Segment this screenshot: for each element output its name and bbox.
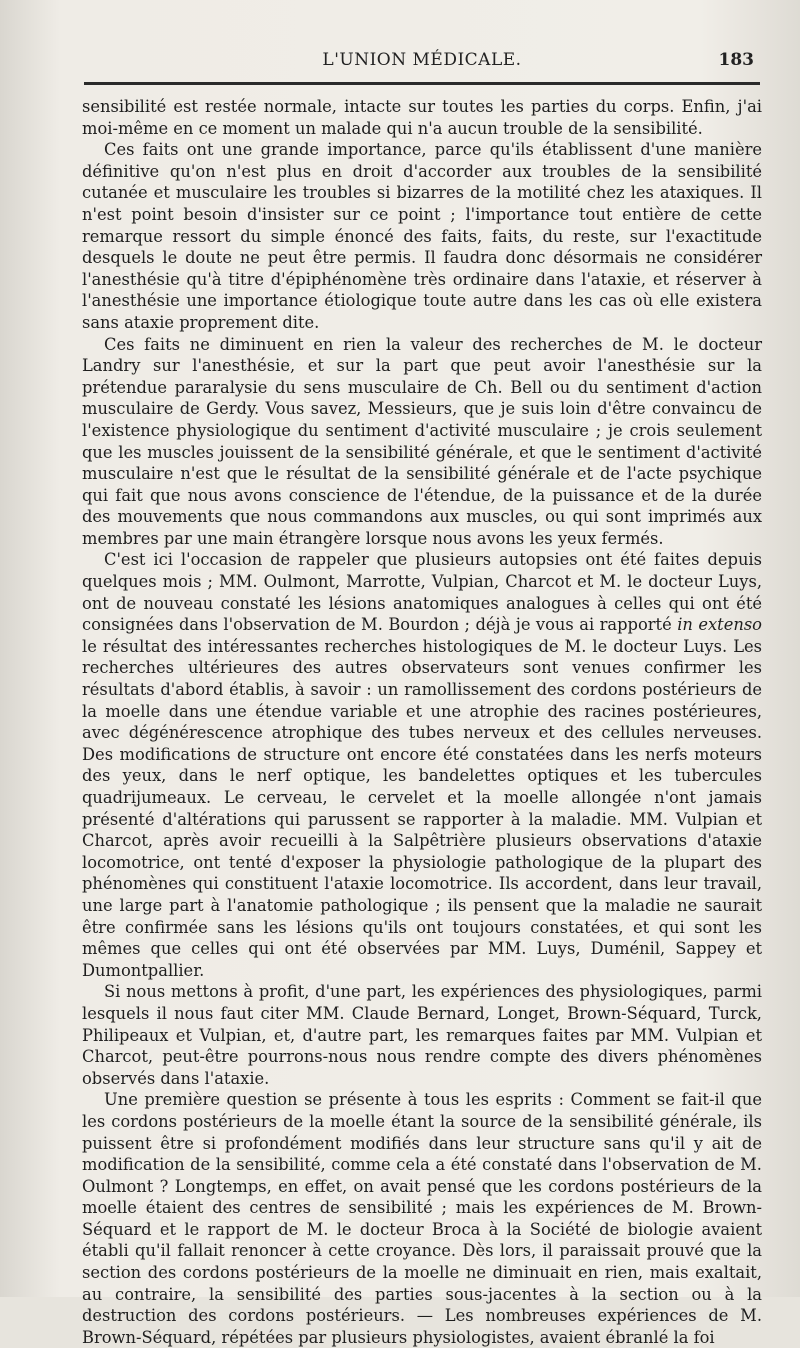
italic-phrase: in extenso (677, 615, 762, 635)
paragraph-text: le résultat des intéressantes recherches histologiques de M. le docteur Luys. Les recherches ultérieures des autres observateurs sont venues confirmer les résultats d'abord établis, à savoir : un ramollissement des cordons postérieurs de la moelle dans une étendue variable et une atrophie des racines postérieures, avec dégénérescence atrophique des tubes nerveux et des cellules nerveuses. Des modifications de structure ont encore été constatées dans les nerfs moteurs des yeux, dans le nerf optique, les bandelettes optiques et les tubercules quadrijumeaux. Le cerveau, le cervelet et la moelle allongée n'ont jamais présenté d'altérations qui parussent se rapporter à la maladie. MM. Vulpian et Charcot, après avoir recueilli à la Salpêtrière plusieurs observations d'ataxie locomotrice, ont tenté d'exposer la physiologie pathologique de la plupart des phénomènes qui constituent l'ataxie locomotrice. Ils accordent, dans leur travail, une large part à l'anatomie pathologique ; ils pensent que la maladie ne saurait être confirmée sans les lésions qu'ils ont toujours constatées, et qui sont les mêmes que celles qui ont été observées par MM. Luys, Duménil, Sappey et Dumontpallier. (82, 636, 762, 980)
paragraph: Ces faits ne diminuent en rien la valeur des recherches de M. le docteur Landry sur l'anesthésie, et sur la part que peut avoir l'anesthésie sur la prétendue pararalysie du sens musculaire de Ch. Bell ou du sentiment d'action musculaire de Gerdy. Vous savez, Messieurs, que je suis loin d'être convaincu de l'existence physiologique du sentiment d'activité musculaire ; je crois seulement que les muscles jouissent de la sensibilité générale, et que le sentiment d'activité musculaire n'est que le résultat de la sensibilité générale et de l'acte psychique qui fait que nous avons conscience de l'étendue, de la puissance et de la durée des mouvements que nous commandons aux muscles, ou qui sont imprimés aux membres par une main étrangère lorsque nous avons les yeux fermés. (82, 334, 762, 548)
running-title: L'UNION MÉDICALE. (322, 50, 522, 70)
page-number: 183 (718, 50, 754, 70)
body-text (82, 96, 762, 1348)
paragraph (82, 549, 762, 981)
paragraph-text: C'est ici l'occasion de rappeler que plusieurs autopsies ont été faites depuis quelques mois ; MM. Oulmont, Marrotte, Vulpian, Charcot et M. le docteur Luys, ont de nouveau constaté les lésions anatomiques analogues à celles qui ont été consignées dans l'observation de M. Bourdon ; déjà je vous ai rapporté (82, 550, 762, 635)
paragraph: Une première question se présente à tous les esprits : Comment se fait-il que les cordons postérieurs de la moelle étant la source de la sensibilité générale, ils puissent être si profondément modifiés dans leur structure sans qu'il y ait de modification de la sensibilité, comme cela a été constaté dans l'observation de M. Oulmont ? Longtemps, en effet, on avait pensé que les cordons postérieurs de la moelle étaient des centres de sensibilité ; mais les expériences de M. Brown-Séquard et le rapport de M. le docteur Broca à la Société de biologie avaient établi qu'il fallait renoncer à cette croyance. Dès lors, il paraissait prouvé que la section des cordons postérieurs de la moelle ne diminuait en rien, mais exaltait, au contraire, la sensibilité des parties sous-jacentes à la section ou à la destruction des cordons postérieurs. — Les nombreuses expériences de M. Brown-Séquard, répétées par plusieurs physiologistes, avaient ébranlé la foi (82, 1090, 762, 1347)
header-rule (84, 82, 760, 85)
paragraph: Si nous mettons à profit, d'une part, les expériences des physiologiques, parmi lesquels il nous faut citer MM. Claude Bernard, Longet, Brown-Séquard, Turck, Philipeaux et Vulpian, et, d'autre part, les remarques faites par MM. Vulpian et Charcot, peut-être pourrons-nous nous rendre compte des divers phénomènes observés dans l'ataxie. (82, 982, 762, 1088)
paragraph: Ces faits ont une grande importance, parce qu'ils établissent d'une manière définitive qu'on n'est plus en droit d'accorder aux troubles de la sensibilité cutanée et musculaire les troubles si bizarres de la motilité chez les ataxiques. Il n'est point besoin d'insister sur ce point ; l'importance tout entière de cette remarque ressort du simple énoncé des faits, faits, du reste, sur l'exactitude desquels le doute ne peut être permis. Il faudra donc désormais ne considérer l'anesthésie qu'à titre d'épiphénomène très ordinaire dans l'ataxie, et réserver à l'anesthésie une importance étiologique toute autre dans les cas où elle existera sans ataxie proprement dite. (82, 140, 762, 332)
page-header (84, 44, 760, 76)
paragraph: sensibilité est restée normale, intacte sur toutes les parties du corps. Enfin, j'ai moi-même en ce moment un malade qui n'a aucun trouble de la sensibilité. (82, 97, 762, 138)
